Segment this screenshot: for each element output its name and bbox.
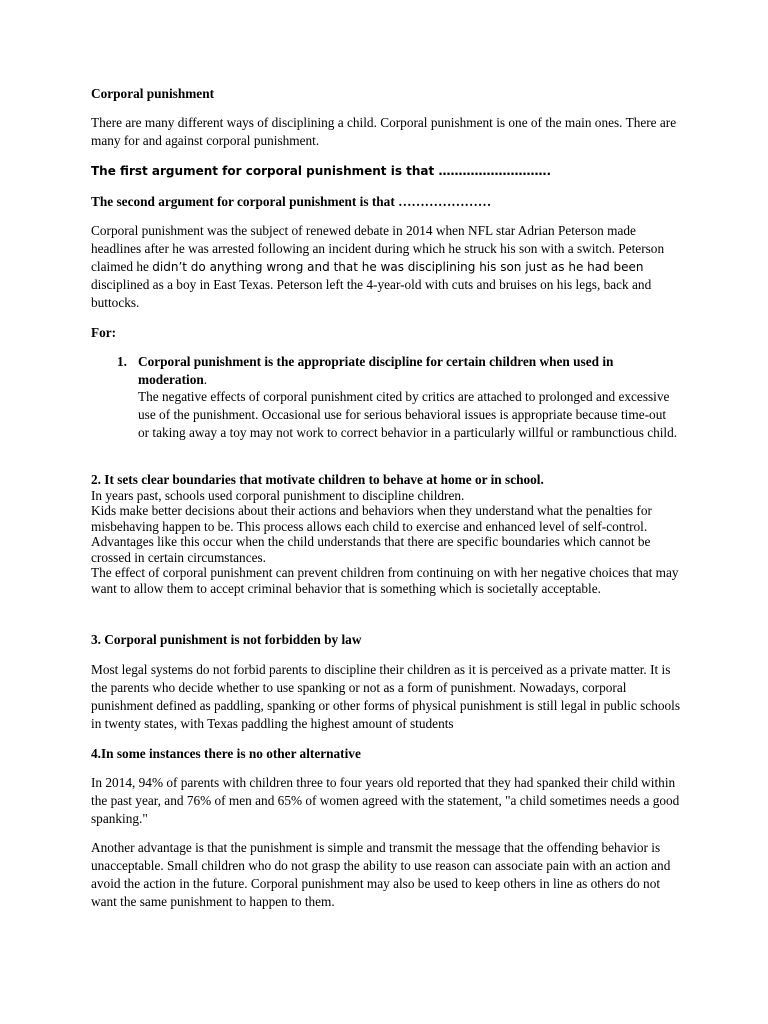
point1-body: The negative effects of corporal punishment cited by critics are attached to prolonged and excessive use of the punishment. Occasional use for serious behavioral issues is appropriate because time-out or taking away a toy may not work to correct behavior in a particularly willful or rambunctious child. [138, 389, 678, 440]
peterson-text-b: didn’t do anything wrong and that he was disciplining his son just as he had been [152, 260, 644, 274]
point1-heading-text: Corporal punishment is the appropriate discipline for certain children when used in moderation [138, 354, 614, 387]
first-argument-prompt: The first argument for corporal punishment is that ………………………. [91, 164, 551, 178]
intro-paragraph: There are many different ways of disciplining a child. Corporal punishment is one of the main ones. There are many for and against corporal punishment. [91, 115, 677, 148]
for-heading: For: [91, 325, 117, 340]
point1-heading-end: . [203, 372, 208, 387]
peterson-paragraph [91, 222, 681, 312]
point1-heading [138, 353, 678, 389]
point2-line2: Kids make better decisions about their actions and behaviors when they understand what the penalties for misbehaving happen to be. This process allows each child to exercise and enhanced level of self-control. Advantages like this occur when the child understands that there are specific boundaries which cannot be crossed in certain circumstances. [91, 503, 652, 565]
point1-number: 1. [117, 354, 127, 369]
point4-heading: 4.In some instances there is no other alternative [91, 746, 361, 761]
point4-body1: In 2014, 94% of parents with children three to four years old reported that they had spanked their child within the past year, and 76% of men and 65% of women agreed with the statement, "a child sometimes needs a good spanking." [91, 775, 680, 826]
document-title: Corporal punishment [91, 86, 215, 101]
second-argument-prompt: The second argument for corporal punishment is that ………………… [91, 194, 492, 209]
point2-line3: The effect of corporal punishment can prevent children from continuing on with her negative choices that may want to allow them to accept criminal behavior that is something which is societally acceptable. [91, 565, 679, 596]
point4-body2: Another advantage is that the punishment is simple and transmit the message that the offending behavior is unacceptable. Small children who do not grasp the ability to use reason can associate pain with an action and avoid the action in the future. Corporal punishment may also be used to keep others in line as others do not want the same punishment to happen to them. [91, 840, 671, 909]
peterson-text-c: disciplined as a boy in East Texas. Peterson left the 4-year-old with cuts and bruises on his legs, back and buttocks. [91, 277, 652, 310]
point3-heading: 3. Corporal punishment is not forbidden by law [91, 632, 362, 647]
point2-line1: In years past, schools used corporal punishment to discipline children. [91, 487, 465, 503]
point2-heading: 2. It sets clear boundaries that motivate children to behave at home or in school. [91, 472, 544, 487]
peterson-text-a: Corporal punishment was the subject of renewed debate in 2014 when NFL star Adrian Peterson made headlines after he was arrested following an incident during which he struck his son with a switch. Peterson claimed he [91, 223, 665, 274]
point3-body: Most legal systems do not forbid parents to discipline their children as it is perceived as a private matter. It is the parents who decide whether to use spanking or not as a form of punishment. Nowadays, corporal punishment defined as paddling, spanking or other forms of physical punishment is still legal in public schools in twenty states, with Texas paddling the highest amount of students [91, 662, 681, 731]
point2-section [91, 472, 681, 596]
